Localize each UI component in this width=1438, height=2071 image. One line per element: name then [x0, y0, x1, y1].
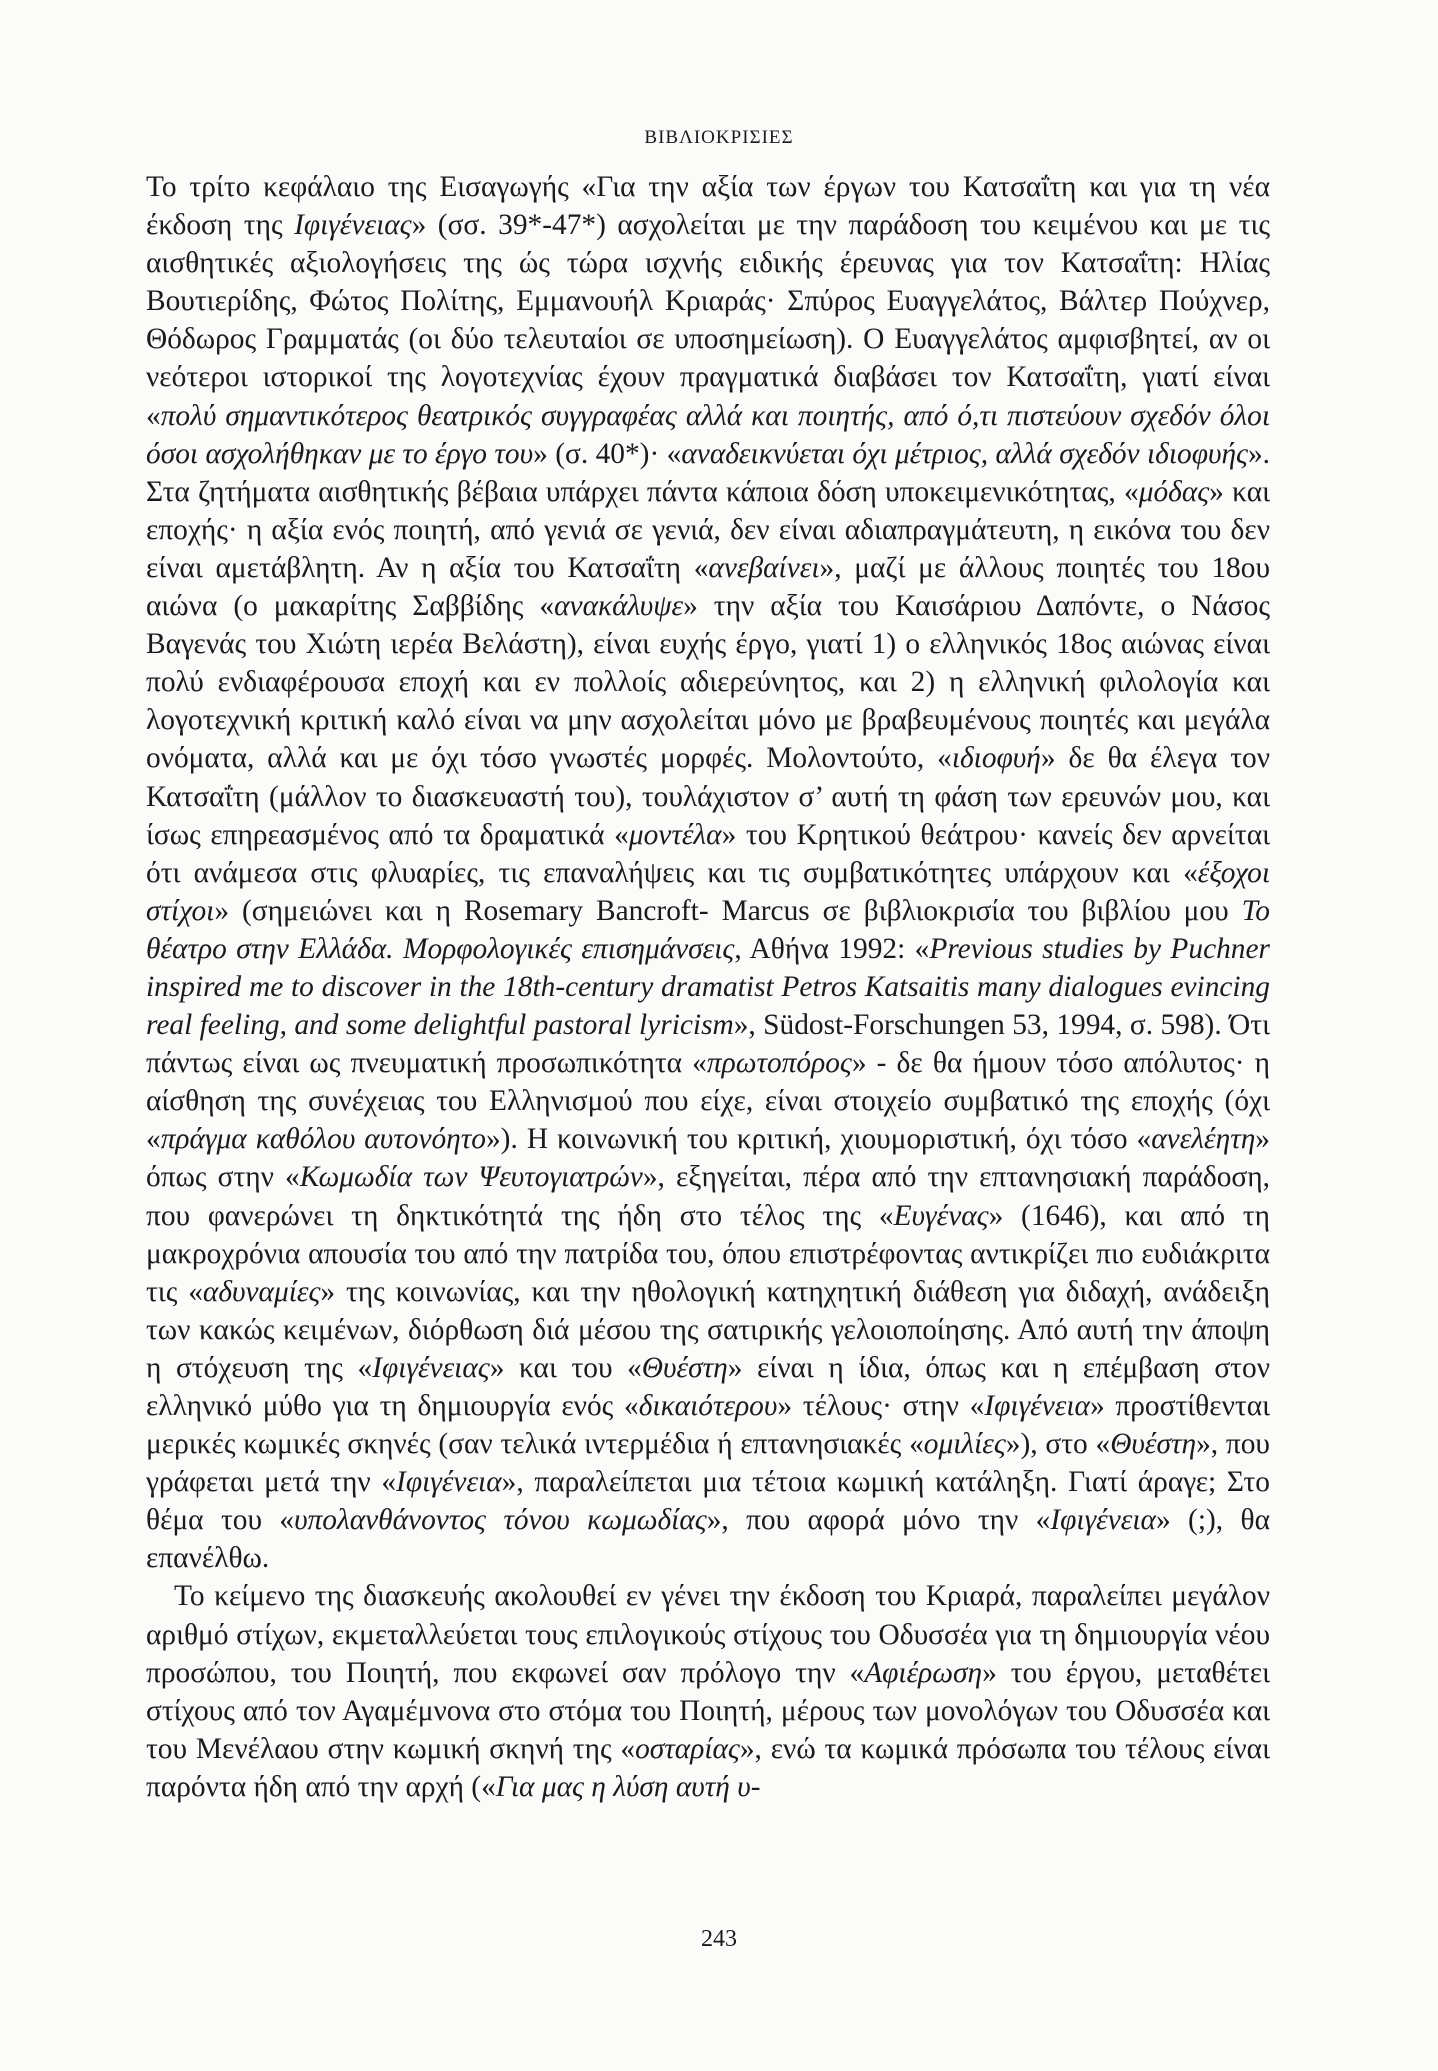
text-run: » και εποχής· η αξία ενός ποιητή, από γενιά σε γενιά, δεν είναι αδιαπραγμάτευτη, η εικόνα του δεν είναι αμετάβλητη. Αν η αξία του Κατσαΐτη « — [146, 475, 1271, 584]
text-run: » - δε θα ήμουν τόσο απόλυτος· η αίσθηση της συνέχειας του Ελληνισμού που είχε, είναι στοιχείο συμβατικό της εποχής (όχι « — [146, 1047, 1271, 1156]
text-run: », που γράφεται μετά την « — [146, 1428, 1270, 1499]
text-run: » τέλους· στην « — [777, 1390, 985, 1422]
text-run: » (;), θα επανέλθω. — [146, 1504, 1270, 1575]
italic-run: Θυέστη — [641, 1351, 728, 1384]
running-head: ΒΙΒΛΙΟΚΡΙΣΙΕΣ — [644, 127, 794, 148]
text-run: », — [733, 1009, 764, 1042]
text-run: » την αξία του Καισάριου Δαπόντε, ο Νάσος Βαγενάς του Χιώτη ιερέα Βελάστη), είναι ευχής έργο, γιατί 1) ο ελληνικός 18ος αιώνας είναι πολύ ενδιαφέρουσα εποχή και εν πολλοίς αδιερεύνητος, και 2) η ελληνική φιλολογία και λογοτεχνική κριτική καλό είναι να μην ασχολείται μόνο με βραβευμένους ποιητές και μεγάλα ονόματα, αλλά και με όχι τόσο γνωστές μορφές. Μολοντούτο, « — [146, 590, 1270, 775]
italic-run: μοντέλα — [628, 818, 722, 851]
italic-run: πρωτοπόρος — [706, 1047, 852, 1080]
italic-run: δικαιότερου — [638, 1390, 778, 1422]
italic-run: έξοχοι στίχοι — [146, 856, 1270, 927]
italic-run: ανελέητη — [1151, 1123, 1256, 1156]
text-run: » (σ. 40*)· « — [533, 437, 682, 470]
italic-run: πολύ σημαντικότερος θεατρικός συγγραφέας αλλά και ποιητής, από ό,τι πιστεύουν σχεδόν όλοι όσοι ασχολήθηκαν με το έργο του — [146, 399, 1270, 470]
italic-run: Ιφιγένεια — [984, 1390, 1090, 1422]
italic-run: μόδας — [1138, 475, 1210, 508]
italic-run: ιδιοφυή — [951, 742, 1041, 775]
text-run: » (σημειώνει και η Rosemary Bancroft- Marcus σε βιβλιοκρισία του βιβλίου μου — [214, 894, 1242, 927]
text-run: ». Στα ζητήματα αισθητικής βέβαια υπάρχει πάντα κάποια δόση υποκειμενικότητας, « — [146, 437, 1270, 508]
body-text — [146, 168, 1270, 1806]
text-run: » του έργου, μεταθέτει στίχους από τον Αγαμέμνονα στο στόμα του Ποιητή, μέρους των μονολόγων του Οδυσσέα και του Μενέλαου στην κωμική σκηνή της « — [146, 1656, 1270, 1765]
text-run: , Αθήνα 1992: « — [734, 932, 930, 965]
italic-run: αναδεικνύεται όχι μέτριος, αλλά σχεδόν ιδιοφυής — [681, 437, 1248, 470]
italic-run: ομιλίες — [923, 1428, 1006, 1461]
text-run: », μαζί με άλλους ποιητές του 18ου αιώνα (ο μακαρίτης Σαββίδης « — [146, 551, 1270, 623]
italic-run: αδυναμίες — [202, 1275, 321, 1308]
text-run: 53, 1994, σ. 598). Ότι πάντως είναι ως πνευματική προσωπικότητα « — [146, 1009, 1270, 1080]
text-run: » προστίθενται μερικές κωμικές σκηνές (σαν τελικά ιντερμέδια ή επτανησιακές « — [146, 1390, 1271, 1461]
italic-run: Θυέστη — [1110, 1428, 1197, 1461]
italic-run: Previous studies by Puchner inspired me to discover in the 18th-century dramatist Petros Katsaitis many dialogues evincing real feeling, and some delightful pastoral lyricism — [146, 932, 1270, 1042]
italic-run: υπολανθάνοντος τόνου κωμωδίας — [294, 1504, 707, 1537]
italic-run: οσταρίας — [635, 1732, 740, 1765]
text-run: », που αφορά μόνο την « — [706, 1504, 1051, 1537]
text-run: » και του « — [489, 1351, 642, 1384]
text-run: Südost-Forschungen — [763, 1009, 1005, 1042]
text-run: Το τρίτο κεφάλαιο της Εισαγωγής «Για την αξία των έργων του Κατσαΐτη και για τη νέα έκδοση της — [146, 171, 1270, 242]
text-run: » (1646), και από τη μακροχρόνια απουσία του από την πατρίδα του, όπου επιστρέφοντας αντικρίζει πιο ευδιάκριτα τις « — [146, 1199, 1270, 1308]
text-run: »). Η κοινωνική του κριτική, χιουμοριστική, όχι τόσο « — [485, 1123, 1152, 1156]
paragraph-1 — [146, 168, 1270, 1577]
text-run: » του Κρητικού θεάτρου· κανείς δεν αρνείται ότι ανάμεσα στις φλυαρίες, τις επαναλήψεις και τις συμβατικότητες υπάρχουν και « — [146, 818, 1270, 889]
italic-run: Ευγένας — [893, 1199, 989, 1232]
italic-run: Ιφιγένεια — [1050, 1504, 1156, 1537]
italic-run: Ιφιγένειας — [294, 209, 412, 242]
text-run: » όπως στην « — [146, 1123, 1270, 1194]
italic-run: ανακάλυψε — [554, 590, 684, 623]
text-run: », ενώ τα κωμικά πρόσωπα του τέλους είναι παρόντα ήδη από την αρχή (« — [146, 1732, 1270, 1803]
italic-run: Για μας η λύση αυτή υ- — [495, 1770, 761, 1803]
text-run: » δε θα έλεγα τον Κατσαΐτη (μάλλον το διασκευαστή του), τουλάχιστον σ’ αυτή τη φάση των ερευνών μου, και ίσως επηρεασμένος από τα δραματικά « — [146, 742, 1270, 851]
italic-run: Αφιέρωση — [864, 1656, 983, 1689]
italic-run: Κωμωδία των Ψευτογιατρών — [299, 1161, 643, 1194]
text-run: » της κοινωνίας, και την ηθολογική κατηχητική διάθεση για διδαχή, ανάδειξη των κακώς κειμένων, διόρθωση διά μέσου της σατιρικής γελοιοποίησης. Από αυτή την άποψη η στόχευση της « — [146, 1275, 1270, 1384]
text-run: », εξηγείται, πέρα από την επτανησιακή παράδοση, που φανερώνει τη δηκτικότητά της ήδη στο τέλος της « — [146, 1161, 1270, 1232]
page-number: 243 — [701, 1926, 737, 1952]
italic-run: πράγμα καθόλου αυτονόητο — [160, 1123, 486, 1156]
text-run: »), στο « — [1005, 1428, 1111, 1461]
text-run: » είναι η ίδια, όπως και η επέμβαση στον ελληνικό μύθο για τη δημιουργία ενός « — [146, 1351, 1270, 1422]
text-run: », παραλείπεται μια τέτοια κωμική κατάληξη. Γιατί άραγε; Στο θέμα του « — [146, 1466, 1270, 1537]
text-run: » (σσ. 39*-47*) ασχολείται με την παράδοση του κειμένου και με τις αισθητικές αξιολογήσεις της ώς τώρα ισχνής ειδικής έρευνας για τον Κατσαΐτη: Ηλίας Βουτιερίδης, Φώτος Πολίτης, Εμμανουήλ Κριαράς· Σπύρος Ευαγγελάτος, Βάλτερ Πούχνερ, Θόδωρος Γραμματάς (οι δύο τελευταίοι σε υποσημείωση). Ο Ευαγγελάτος αμφισβητεί, αν οι νεότεροι ιστορικοί της λογοτεχνίας έχουν πραγματικά διαβάσει τον Κατσαΐτη, γιατί είναι « — [146, 209, 1270, 432]
paragraph-2 — [146, 1577, 1270, 1806]
italic-run: Ιφιγένεια — [396, 1466, 502, 1499]
text-run: Το κείμενο της διασκευής ακολουθεί εν γένει την έκδοση του Κριαρά, παραλείπει μεγάλον αριθμό στίχων, εκμεταλλεύεται τους επιλογικούς στίχους του Οδυσσέα για τη δημιουργία νέου προσώπου, του Ποιητή, που εκφωνεί σαν πρόλογο την « — [146, 1580, 1270, 1689]
italic-run: Ιφιγένειας — [372, 1351, 490, 1384]
italic-run: Το θέατρο στην Ελλάδα. Μορφολογικές επισημάνσεις — [146, 894, 1270, 965]
italic-run: ανεβαίνει — [708, 551, 820, 584]
